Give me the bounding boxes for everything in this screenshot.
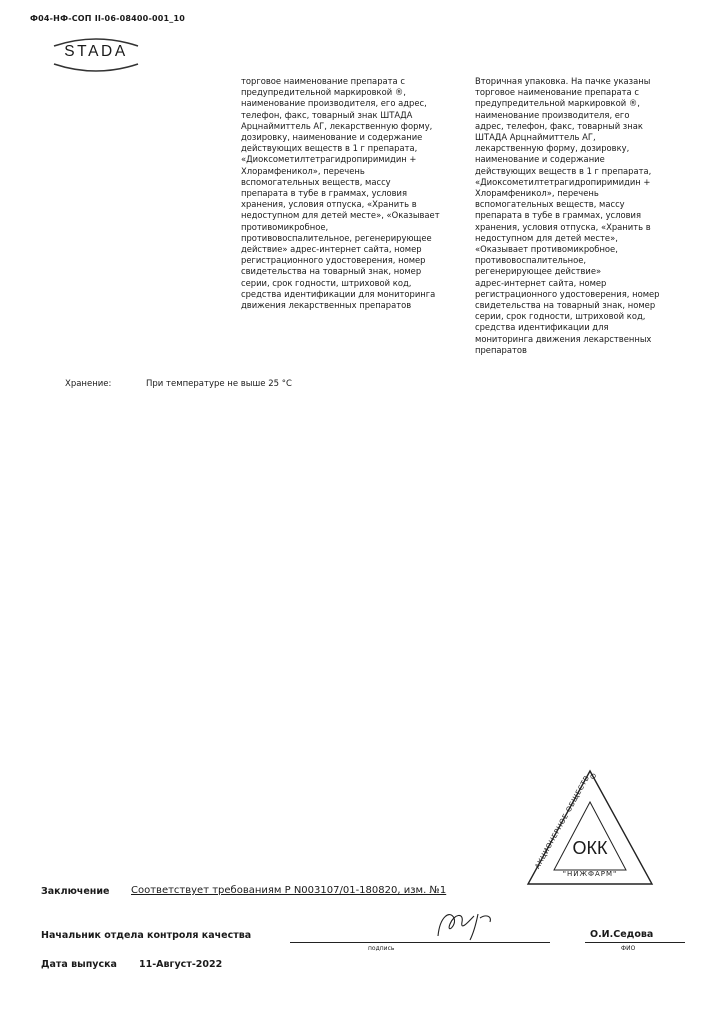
conclusion-value: Соответствует требованиям Р N003107/01-180820, изм. №1 xyxy=(131,885,447,896)
handwritten-signature xyxy=(430,906,510,942)
storage-label: Хранение: xyxy=(65,379,112,389)
conclusion-label: Заключение xyxy=(41,886,110,897)
head-of-qc-label: Начальник отдела контроля качества xyxy=(41,930,252,941)
release-date-value: 11-Август-2022 xyxy=(139,959,223,970)
logo-text: STADA xyxy=(64,43,128,60)
stamp-center-text: ОКК xyxy=(572,838,608,858)
stamp-ring-text: АКЦИОНЕРНОЕ ОБЩЕСТВО xyxy=(533,772,598,871)
release-date-label: Дата выпуска xyxy=(41,959,117,970)
signature-line xyxy=(290,942,550,943)
name-line xyxy=(585,942,685,943)
label-requirements-left: торговое наименование препарата с предупредительной маркировкой ®, наименование производителя, его адрес, телефон, факс, товарный знак ШТАДА Арцнаймиттель АГ, лекарственную форму, дозировку, наименование и содержание действующих веществ в 1 г препарата, «Диоксометилтетрагидропиримидин + Хлорамфеникол», перечень вспомогательных веществ, массу препарата в тубе в граммах, условия хранения, условия отпуска, «Хранить в недоступном для детей месте», «Оказывает противомикробное, противовоспалительное, регенерирующее действие» адрес-интернет сайта, номер регистрационного удостоверения, номер свидетельства на товарный знак, номер серии, срок годности, штриховой код, средства идентификации для мониторинга движения лекарственных препаратов xyxy=(241,76,440,311)
signature-caption: подпись xyxy=(368,945,395,952)
storage-value: При температуре не выше 25 °С xyxy=(146,379,292,389)
stamp-bottom-text: "НИЖФАРМ" xyxy=(562,870,618,878)
document-code: Ф04-НФ-СОП II-06-08400-001_10 xyxy=(30,14,185,23)
okk-stamp xyxy=(524,768,656,888)
name-caption: ФИО xyxy=(621,945,636,952)
label-requirements-right: Вторичная упаковка. На пачке указаны торговое наименование препарата с предупредительной маркировкой ®, наименование производителя, его адрес, телефон, факс, товарный знак ШТАДА Арцнаймиттель АГ, лекарственную форму, дозировку, наименование и содержание действующих веществ в 1 г препарата, «Диоксометилтетрагидропиримидин + Хлорамфеникол», перечень вспомогательных веществ, массу препарата в тубе в граммах, условия хранения, условия отпуска, «Хранить в недоступном для детей месте», «Оказывает противомикробное, противовоспалительное, регенерирующее действие» адрес-интернет сайта, номер регистрационного удостоверения, номер свидетельства на товарный знак, номер серии, срок годности, штриховой код, средства идентификации для мониторинга движения лекарственных препаратов xyxy=(475,76,660,355)
signer-name: О.И.Седова xyxy=(590,929,654,940)
stada-logo xyxy=(40,34,152,74)
